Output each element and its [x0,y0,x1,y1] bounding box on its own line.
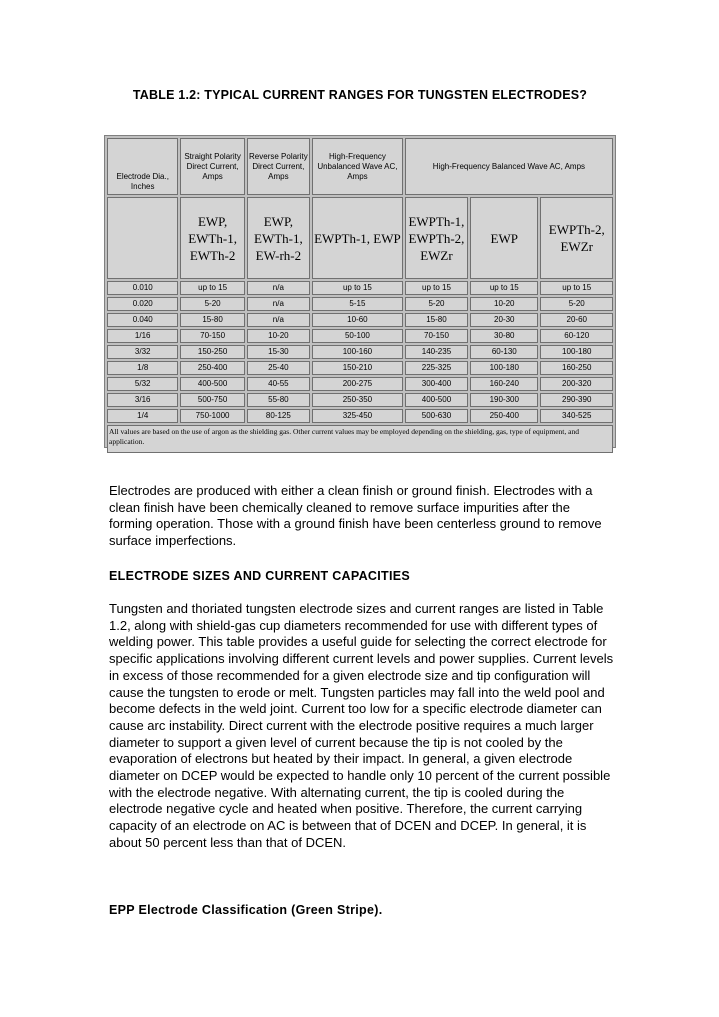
cell-balanced-2: 20-30 [470,313,538,327]
header-unbalanced-ac: High-Frequency Unbalanced Wave AC, Amps [312,138,403,195]
table-row [107,313,613,327]
section-heading-sizes: ELECTRODE SIZES AND CURRENT CAPACITIES [109,569,410,583]
cell-diameter: 0.010 [107,281,178,295]
cell-balanced-3: 5-20 [540,297,613,311]
cell-balanced-1: 400-500 [405,393,468,407]
cell-balanced-2: 30-80 [470,329,538,343]
cell-balanced-3: 160-250 [540,361,613,375]
cell-reverse: 10-20 [247,329,310,343]
cell-diameter: 3/16 [107,393,178,407]
cell-balanced-2: 100-180 [470,361,538,375]
cell-balanced-2: 10-20 [470,297,538,311]
cell-balanced-2: 250-400 [470,409,538,423]
cell-diameter: 0.020 [107,297,178,311]
cell-unbalanced: up to 15 [312,281,403,295]
cell-reverse: n/a [247,281,310,295]
cell-reverse: n/a [247,297,310,311]
table-footnote: All values are based on the use of argon as the shielding gas. Other current values may be employed depending on the shielding, gas, type of equipment, and application. [107,425,613,453]
cell-balanced-1: 225-325 [405,361,468,375]
cell-straight: 5-20 [180,297,244,311]
cell-balanced-2: 190-300 [470,393,538,407]
table-row [107,409,613,423]
table-row [107,393,613,407]
cell-straight: 70-150 [180,329,244,343]
cell-straight: 150-250 [180,345,244,359]
table-row [107,281,613,295]
cell-diameter: 5/32 [107,377,178,391]
cell-straight: 750-1000 [180,409,244,423]
cell-balanced-1: up to 15 [405,281,468,295]
header-balanced-ac: High-Frequency Balanced Wave AC, Amps [405,138,613,195]
table-row [107,297,613,311]
code-balanced-3: EWPTh-2, EWZr [540,197,613,279]
cell-reverse: 80-125 [247,409,310,423]
cell-balanced-1: 300-400 [405,377,468,391]
cell-balanced-3: 340-525 [540,409,613,423]
cell-straight: 500-750 [180,393,244,407]
cell-balanced-3: 60-120 [540,329,613,343]
cell-unbalanced: 200-275 [312,377,403,391]
cell-balanced-2: 160-240 [470,377,538,391]
cell-balanced-2: up to 15 [470,281,538,295]
cell-unbalanced: 5-15 [312,297,403,311]
cell-reverse: 25-40 [247,361,310,375]
code-balanced-2: EWP [470,197,538,279]
header-straight-polarity: Straight Polarity Direct Current, Amps [180,138,244,195]
cell-reverse: 40-55 [247,377,310,391]
cell-balanced-1: 5-20 [405,297,468,311]
header-diameter: Electrode Dia., Inches [107,138,178,195]
cell-balanced-1: 70-150 [405,329,468,343]
table-row [107,345,613,359]
cell-balanced-3: 290-390 [540,393,613,407]
cell-unbalanced: 100-160 [312,345,403,359]
cell-balanced-1: 500-630 [405,409,468,423]
cell-balanced-3: 100-180 [540,345,613,359]
cell-diameter: 1/16 [107,329,178,343]
cell-diameter: 3/32 [107,345,178,359]
section-heading-epp: EPP Electrode Classification (Green Stripe). [109,903,383,917]
cell-balanced-3: 20-60 [540,313,613,327]
header-reverse-polarity: Reverse Polarity Direct Current, Amps [247,138,310,195]
table-row [107,377,613,391]
data-table [105,136,615,455]
cell-diameter: 0.040 [107,313,178,327]
page-title: TABLE 1.2: TYPICAL CURRENT RANGES FOR TUNGSTEN ELECTRODES? [132,88,588,102]
code-unbalanced: EWPTh-1, EWP [312,197,403,279]
cell-straight: 250-400 [180,361,244,375]
cell-straight: up to 15 [180,281,244,295]
cell-balanced-3: 200-320 [540,377,613,391]
cell-straight: 400-500 [180,377,244,391]
paragraph-sizes: Tungsten and thoriated tungsten electrode sizes and current ranges are listed in Table 1.2, along with shield-gas cup diameters recommended for use with different types of welding power. This table provides a useful guide for selecting the correct electrode for specific applications involving different current levels and power supplies. Current levels in excess of those recommended for a given electrode size and tip configuration will cause the tungsten to erode or melt. Tungsten particles may fall into the weld pool and become defects in the weld joint. Current too low for a specific electrode diameter can cause arc instability. Direct current with the electrode positive requires a much larger diameter to support a given level of current because the tip is not cooled by the evaporation of electrons but heated by their impact. In general, a given electrode diameter on DCEP would be expected to handle only 10 percent of the current possible with the electrode negative. With alternating current, the tip is cooled during the electrode negative cycle and heated when positive. Therefore, the current carrying capacity of an electrode on AC is between that of DCEN and DCEP. In general, it is about 50 percent less than that of DCEN. [109,601,614,850]
cell-reverse: n/a [247,313,310,327]
cell-unbalanced: 150-210 [312,361,403,375]
table-row [107,361,613,375]
table-row [107,329,613,343]
code-balanced-1: EWPTh-1, EWPTh-2, EWZr [405,197,468,279]
cell-reverse: 15-30 [247,345,310,359]
cell-unbalanced: 325-450 [312,409,403,423]
current-ranges-table [104,135,616,448]
cell-diameter: 1/4 [107,409,178,423]
code-diameter [107,197,178,279]
cell-unbalanced: 250-350 [312,393,403,407]
cell-reverse: 55-80 [247,393,310,407]
code-straight: EWP, EWTh-1, EWTh-2 [180,197,244,279]
cell-balanced-1: 15-80 [405,313,468,327]
cell-straight: 15-80 [180,313,244,327]
cell-balanced-1: 140-235 [405,345,468,359]
cell-balanced-2: 60-130 [470,345,538,359]
cell-unbalanced: 50-100 [312,329,403,343]
cell-diameter: 1/8 [107,361,178,375]
cell-balanced-3: up to 15 [540,281,613,295]
cell-unbalanced: 10-60 [312,313,403,327]
code-reverse: EWP, EWTh-1, EW-rh-2 [247,197,310,279]
paragraph-finish: Electrodes are produced with either a clean finish or ground finish. Electrodes with a clean finish have been chemically cleaned to remove surface impurities after the forming operation. Those with a ground finish have been centerless ground to remove surface imperfections. [109,483,602,549]
